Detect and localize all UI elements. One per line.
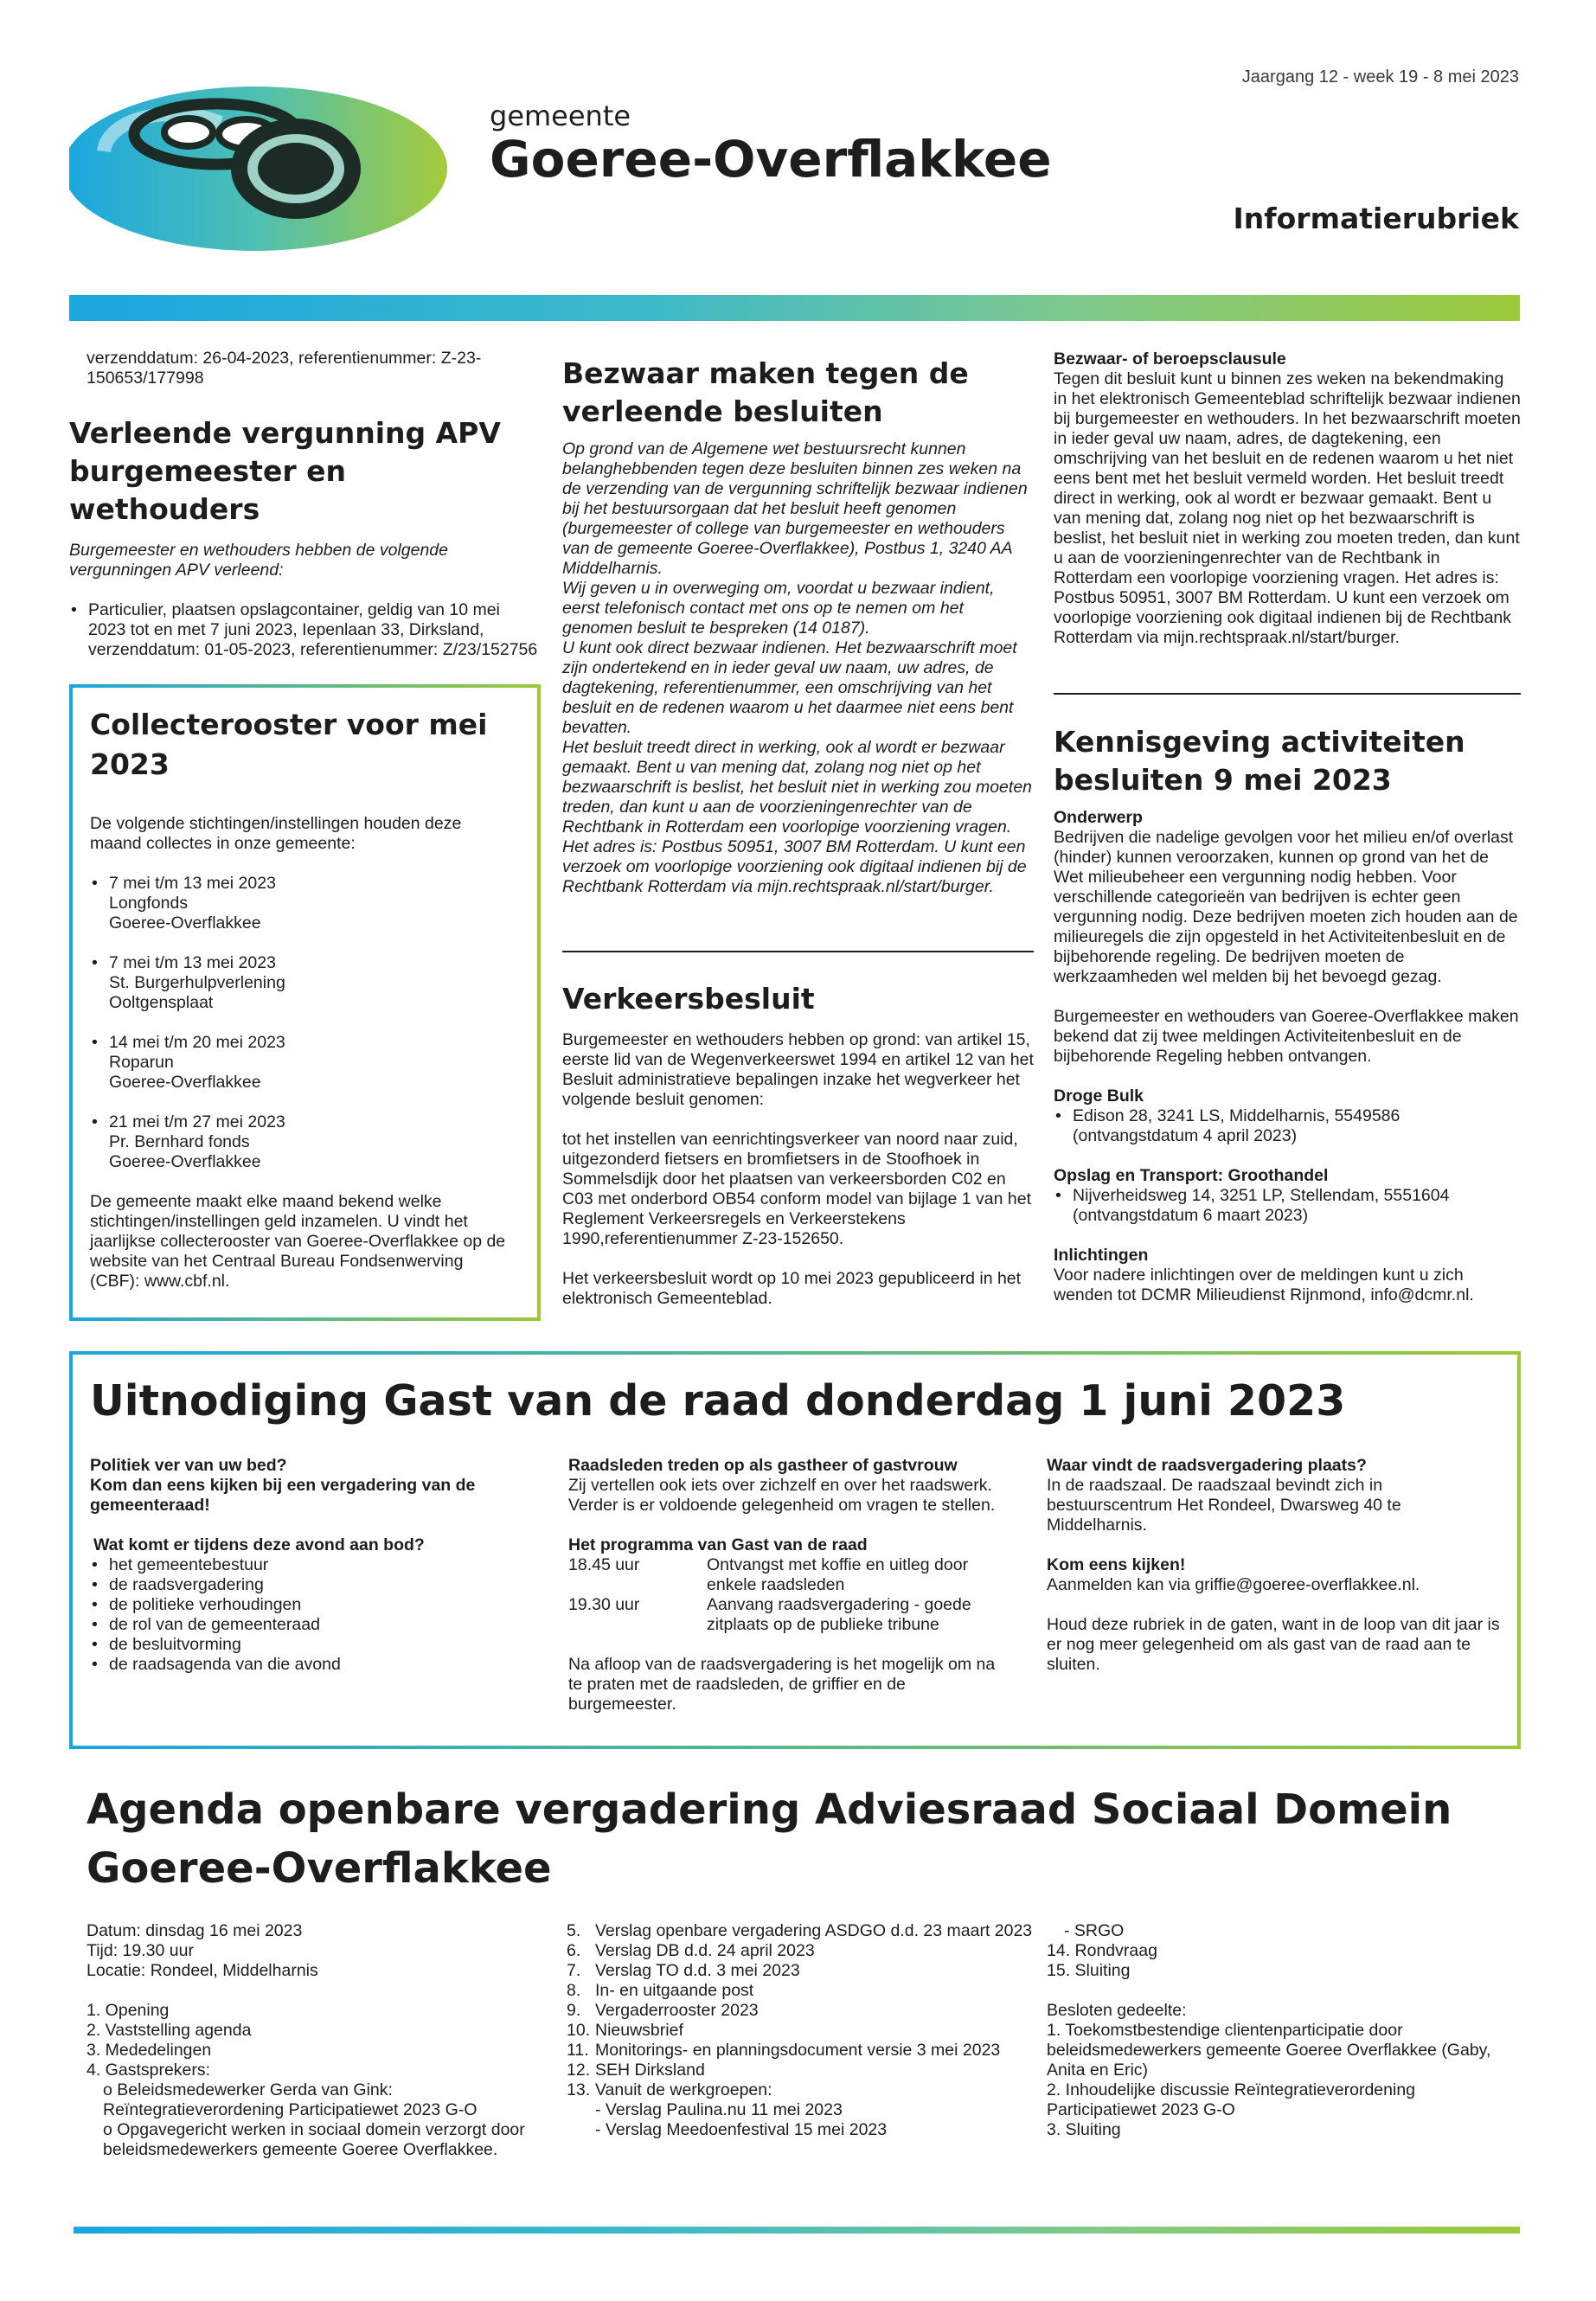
divider [562, 951, 1034, 952]
apv-top-text: verzenddatum: 26-04-2023, referentienummer: Z-23-150653/177998 [87, 349, 482, 388]
bezwaar-p3: U kunt ook direct bezwaar indienen. Het bezwaarschrift moet zijn ondertekend en in ieder geval uw naam, uw adres, de dagtekening, referentienummer, een omschrijving van het besluit en de redenen waarom u het daarmee niet eens bent bevatten. [562, 638, 1017, 737]
agenda-title-line-2: Goeree-Overflakkee [87, 1844, 552, 1893]
agenda-item: 2. Vaststelling agenda [87, 2021, 252, 2040]
list-item: • de besluitvorming [90, 1635, 522, 1655]
agenda-item [567, 1921, 1034, 1941]
agenda-num: 13. [567, 2080, 591, 2099]
agenda-subitem: - Verslag Meedoenfestival 15 mei 2023 [595, 2120, 888, 2139]
kennis-opslag-label: Opslag en Transport: Groothandel [1054, 1166, 1329, 1185]
kennis-onderwerp-text: Bedrijven die nadelige gevolgen voor het milieu en/of overlast (hinder) kunnen veroorzaken, kunnen op grond van het de Wet milieubeheer een vergunning nodig hebben. Voor verschillende categorieën van bedrijven is echter geen vergunning nodig. Deze bedrijven moeten zich houden aan de milieuregels die zijn opgesteld in het Activiteitenbesluit en de bijbehorende regeling. De bedrijven moeten de werkzaamheden wel melden bij het bevoegd gezag. [1054, 828, 1518, 986]
agenda-text: In- en uitgaande post [595, 1981, 754, 2000]
bezwaar-title: Bezwaar maken tegen de verleende besluiten [562, 356, 969, 428]
agenda-item [567, 1961, 1034, 1981]
besloten-item: 1. Toekomstbestendige clientenparticipatie door beleidsmedewerkers gemeente Goeree Overflakkee (Gaby, Anita en Eric) [1047, 2021, 1491, 2080]
agenda-num: 5. [567, 1921, 581, 1940]
list-item: • het gemeentebestuur [90, 1555, 522, 1575]
collecte-date: • 14 mei t/m 20 mei 2023 [109, 1033, 285, 1052]
program-time: 19.30 uur [568, 1595, 640, 1614]
program-time: 18.45 uur [568, 1555, 640, 1574]
column-2 [562, 355, 1034, 897]
list-item: • Particulier, plaatsen opslagcontainer, geldig van 10 mei 2023 tot en met 7 juni 2023, Iepenlaan 33, Dirksland, verzenddatum: 01-05-2023, referentienummer: Z/23/152756 [69, 600, 541, 660]
besloten-head: Besloten gedeelte: [1047, 2001, 1187, 2020]
kennis-p2: Burgemeester en wethouders van Goeree-Overflakkee maken bekend dat zij twee meldingen Activiteitenbesluit en de bijbehorende Regeling hebben ontvangen. [1054, 1007, 1519, 1066]
gast-c3-text: In de raadszaal. De raadszaal bevindt zich in bestuurscentrum Het Rondeel, Dwarsweg 40 te Middelharnis. [1047, 1476, 1401, 1535]
collecte-intro: De volgende stichtingen/instellingen houden deze maand collectes in onze gemeente: [90, 814, 462, 853]
besloten-item: 2. Inhoudelijke discussie Reïntegratieverordening Participatiewet 2023 G-O [1047, 2080, 1416, 2119]
column-3 [1054, 349, 1521, 648]
bezwaar-p1: Op grond van de Algemene wet bestuursrecht kunnen belanghebbenden tegen deze besluiten binnen zes weken na de verzending van de vergunning schriftelijk bezwaar indienen bij het bestuursorgaan dat het besluit heeft genomen (burgemeester of college van burgemeester en wethouders van de gemeente Goeree-Overflakkee), Postbus 1, 3240 AA Middelharnis. [562, 439, 1028, 578]
gast-c2-text: Zij vertellen ook iets over zichzelf en over het raadswerk. Verder is er voldoende gelegenheid om vragen te stellen. [568, 1476, 996, 1515]
collecte-title: Collecterooster voor mei 2023 [90, 708, 488, 781]
agenda-text: Nieuwsbrief [595, 2021, 683, 2040]
agenda-title-line-1: Agenda openbare vergadering Adviesraad Sociaal Domein [87, 1785, 1452, 1834]
agenda-num: 11. [567, 2041, 589, 2060]
agenda-item [567, 1981, 1034, 2001]
agenda-item [567, 2001, 1034, 2021]
agenda-item: 3. Mededelingen [87, 2041, 212, 2060]
kennis-info-text: Voor nadere inlichtingen over de meldingen kunt u zich wenden tot DCMR Milieudienst Rijnmond, info@dcmr.nl. [1054, 1266, 1474, 1304]
gast-head-2: Kom dan eens kijken bij een vergadering van de gemeenteraad! [90, 1476, 476, 1515]
agenda-item: 4. Gastsprekers: [87, 2061, 211, 2080]
agenda-num: 8. [567, 1981, 581, 2000]
agenda-text: Monitorings- en planningsdocument versie 3 mei 2023 [595, 2041, 1001, 2060]
beroep-text: Tegen dit besluit kunt u binnen zes weken na bekendmaking in het elektronisch Gemeenteblad schriftelijk bezwaar indienen bij burgemeester en wethouders. In het bezwaarschrift moeten in ieder geval uw naam, adres, de dagtekening, een omschrijving van het besluit en de redenen waarom u het niet eens bent met het besluit vermeld worden. Het besluit treedt direct in werking, ook al wordt er bezwaar gemaakt. Bent u van mening dat, zolang nog niet op het bezwaarschrift is beslist, het besluit niet in werking zou moeten treden, dan kunt u aan de voorzieningenrechter van de Rechtbank in Rotterdam een voorlopige voorziening vragen. Het adres is: Postbus 50951, 3007 BM Rotterdam. U kunt een verzoek om voorlopige voorziening ook digitaal indienen bij de Rechtbank Rotterdam via mijn.rechtspraak.nl/start/burger. [1054, 369, 1521, 647]
agenda-num: 12. [567, 2061, 591, 2080]
list-item: • de raadsvergadering [90, 1575, 522, 1595]
gemeente-label: gemeente [490, 99, 631, 132]
gast-signup: Aanmelden kan via griffie@goeree-overflakkee.nl. [1047, 1575, 1420, 1594]
header-gradient-bar [69, 295, 1520, 321]
collecte-org: Longfonds [109, 894, 189, 913]
agenda-item [567, 1941, 1034, 1961]
gast-col-3 [1047, 1456, 1501, 1675]
list-item [90, 874, 514, 933]
kennis-section [1054, 723, 1521, 1305]
kennis-info-label: Inlichtingen [1054, 1246, 1149, 1265]
list-item: • Edison 28, 3241 LS, Middelharnis, 5549586 (ontvangstdatum 4 april 2023) [1054, 1106, 1521, 1146]
kennis-onderwerp-label: Onderwerp [1054, 808, 1143, 827]
agenda-subitem: o Beleidsmedewerker Gerda van Gink: Reïntegratieverordening Participatiewet 2023 G-O [103, 2080, 478, 2119]
collecte-outro: De gemeente maakt elke maand bekend welke stichtingen/instellingen geld inzamelen. U vindt het jaarlijkse collecterooster van Goeree-Overflakkee op de website van het Centraal Bureau Fondsenwerving (CBF): www.cbf.nl. [90, 1192, 506, 1291]
verkeer-p1: Burgemeester en wethouders hebben op grond: van artikel 15, eerste lid van de Wegenverkeerswet 1994 en artikel 12 van het Besluit administratieve bepalingen inzake het wegverkeer het volgende besluit genomen: [562, 1030, 1034, 1109]
gast-col-2 [568, 1456, 1031, 1715]
verkeer-p2: tot het instellen van eenrichtingsverkeer van noord naar zuid, uitgezonderd fietsers en bromfietsers in de Stoofhoek in Sommelsdijk door het plaatsen van verkeersborden C02 en C03 met onderbord OB54 conform model van bijlage 1 van het Reglement Verkeersregels en Verkeerstekens 1990,referentienummer Z-23-152650. [562, 1130, 1031, 1248]
agenda-item [567, 2080, 1034, 2100]
verkeer-p3: Het verkeersbesluit wordt op 10 mei 2023 gepubliceerd in het elektronisch Gemeenteblad. [562, 1269, 1022, 1308]
kennis-droge-label: Droge Bulk [1054, 1086, 1144, 1106]
collecte-date: • 7 mei t/m 13 mei 2023 [109, 874, 276, 893]
list-item: • Nijverheidsweg 14, 3251 LP, Stellendam, 5551604 (ontvangstdatum 6 maart 2023) [1054, 1186, 1521, 1226]
agenda-text: Vanuit de werkgroepen: [595, 2080, 772, 2099]
gast-head-1: Politiek ver van uw bed? [90, 1456, 287, 1475]
apv-intro: Burgemeester en wethouders hebben de volgende vergunningen APV verleend: [69, 541, 448, 580]
agenda-text: Verslag TO d.d. 3 mei 2023 [595, 1961, 800, 1980]
list-item: • de politieke verhoudingen [90, 1595, 522, 1615]
gast-head-3: Wat komt er tijdens deze avond aan bod? [93, 1535, 425, 1554]
gast-c3-head: Waar vindt de raadsvergadering plaats? [1047, 1456, 1367, 1475]
agenda-col-3 [1047, 1921, 1514, 2140]
agenda-text: SEH Dirksland [595, 2061, 705, 2080]
gast-title: Uitnodiging Gast van de raad donderdag 1 juni 2023 [90, 1376, 1346, 1426]
divider [1054, 693, 1521, 695]
gast-c2-after: Na afloop van de raadsvergadering is het mogelijk om na te praten met de raadsleden, de griffier en de burgemeester. [568, 1655, 996, 1714]
column-1 [69, 349, 541, 660]
list-item [90, 953, 514, 1013]
agenda-subitem: o Opgavegericht werken in sociaal domein verzorgt door beleidsmedewerkers gemeente Goeree Overflakkee. [103, 2120, 525, 2159]
program-row [568, 1595, 1031, 1635]
besloten-item: 3. Sluiting [1047, 2120, 1121, 2139]
agenda-num: 10. [567, 2021, 591, 2040]
edition-line: Jaargang 12 - week 19 - 8 mei 2023 [1241, 67, 1519, 87]
collecte-org: Pr. Bernhard fonds [109, 1132, 250, 1151]
gast-c2-head: Raadsleden treden op als gastheer of gastvrouw [568, 1456, 958, 1475]
agenda-item [567, 2061, 1034, 2080]
collecte-place: Goeree-Overflakkee [109, 1152, 261, 1171]
collecte-date: • 21 mei t/m 27 mei 2023 [109, 1112, 285, 1131]
gemeente-logo [69, 69, 450, 260]
agenda-locatie: Locatie: Rondeel, Middelharnis [87, 1961, 318, 1980]
apv-list [69, 600, 541, 660]
agenda-datum: Datum: dinsdag 16 mei 2023 [87, 1921, 303, 1940]
agenda-subitem: - Verslag Paulina.nu 11 mei 2023 [595, 2100, 843, 2119]
collecte-place: Ooltgensplaat [109, 993, 214, 1012]
collecte-content [90, 705, 514, 1292]
footer-gradient-bar [74, 2227, 1520, 2234]
beroep-title: Bezwaar- of beroepsclausule [1054, 349, 1286, 369]
list-item: • de rol van de gemeenteraad [90, 1615, 522, 1635]
agenda-tijd: Tijd: 19.30 uur [87, 1941, 194, 1960]
agenda-item: 15. Sluiting [1047, 1961, 1131, 1980]
agenda-num: 7. [567, 1961, 581, 1980]
list-item [90, 1033, 514, 1093]
gast-c3-head-2: Kom eens kijken! [1047, 1555, 1186, 1574]
agenda-item [567, 2021, 1034, 2041]
agenda-text: Verslag DB d.d. 24 april 2023 [595, 1941, 815, 1960]
gast-c3-text-3: Houd deze rubriek in de gaten, want in de loop van dit jaar is er nog meer gelegenheid om als gast van de raad aan te sluiten. [1047, 1615, 1500, 1674]
collecte-org: Roparun [109, 1053, 174, 1072]
program-desc: Aanvang raadsvergadering - goede zitplaats op de publieke tribune [707, 1595, 971, 1634]
apv-title: Verleende vergunning APV burgemeester en wethouders [69, 416, 501, 526]
agenda-col-1 [87, 1921, 554, 2160]
agenda-text: Verslag openbare vergadering ASDGO d.d. 23 maart 2023 [595, 1921, 1033, 1940]
bezwaar-p4: Het besluit treedt direct in werking, ook al wordt er bezwaar gemaakt. Bent u van mening dat, zolang nog niet op het bezwaarschrift is beslist, het besluit niet in werking zou moeten treden, dan kunt u aan de voorzieningenrechter van de Rechtbank in Rotterdam een voorlopige voorziening vragen. Het adres is: Postbus 50951, 3007 BM Rotterdam. U kunt een verzoek om voorlopige voorziening ook digitaal indienen bij de Rechtbank Rotterdam via mijn.rechtspraak.nl/start/burger. [562, 738, 1033, 896]
list-item: • de raadsagenda van die avond [90, 1655, 522, 1675]
kennis-opslag-list [1054, 1186, 1521, 1226]
list-item [90, 1112, 514, 1172]
agenda-item: 1. Opening [87, 2001, 170, 2020]
agenda-text: Vergaderrooster 2023 [595, 2001, 759, 2020]
collecte-place: Goeree-Overflakkee [109, 913, 261, 933]
collecte-place: Goeree-Overflakkee [109, 1073, 261, 1092]
rubric-title: Informatierubriek [1233, 202, 1519, 235]
verkeer-section [562, 980, 1034, 1309]
gast-program-head: Het programma van Gast van de raad [568, 1535, 868, 1554]
agenda-item: 14. Rondvraag [1047, 1941, 1157, 1960]
agenda-num: 6. [567, 1941, 581, 1960]
agenda-item [567, 2041, 1034, 2061]
kennis-droge-list [1054, 1106, 1521, 1146]
agenda-num: 9. [567, 2001, 581, 2020]
collecte-date: • 7 mei t/m 13 mei 2023 [109, 953, 276, 972]
gemeente-name: Goeree-Overflakkee [490, 130, 1052, 189]
collecte-list [90, 874, 514, 1172]
agenda-subitem: - SRGO [1064, 1921, 1125, 1940]
agenda-col-2 [567, 1921, 1034, 2140]
verkeer-title: Verkeersbesluit [562, 982, 815, 1016]
program-row [568, 1555, 1031, 1595]
gast-col-1 [90, 1456, 522, 1675]
gast-topics-list [90, 1555, 522, 1675]
bezwaar-p2: Wij geven u in overweging om, voordat u bezwaar indient, eerst telefonisch contact met ons op te nemen om het genomen besluit te bespreken (14 0187). [562, 579, 995, 638]
collecte-org: St. Burgerhulpverlening [109, 973, 285, 992]
program-desc: Ontvangst met koffie en uitleg door enkele raadsleden [707, 1555, 969, 1594]
kennis-title: Kennisgeving activiteiten besluiten 9 mei 2023 [1054, 725, 1465, 797]
